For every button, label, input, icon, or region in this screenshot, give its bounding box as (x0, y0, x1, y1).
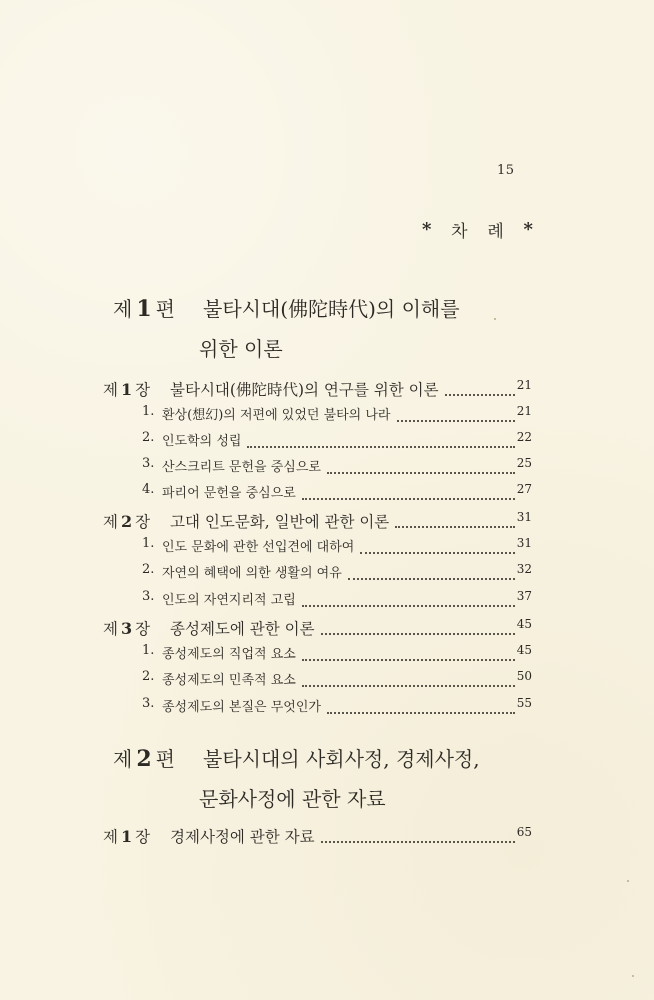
section-number: 1. (142, 643, 155, 658)
page-ref: 25 (516, 456, 532, 470)
part-heading-1 (113, 294, 460, 364)
section-title: 산스크리트 문헌을 중심으로 (162, 460, 321, 475)
chapter-number: 2 (120, 512, 133, 531)
page-ref: 32 (516, 562, 532, 576)
toc-heading-char-1: 차 (451, 222, 469, 242)
dot-leader (445, 393, 515, 396)
chapter-label: 제 2 장 (103, 512, 151, 531)
section-number: 3. (142, 589, 155, 604)
part-title-line-1: 불타시대의 사회사정, 경제사정, (203, 747, 480, 771)
dot-leader (395, 525, 514, 528)
dot-leader (360, 551, 514, 554)
dot-leader (321, 632, 515, 635)
page-ref: 21 (516, 404, 532, 418)
page-ref: 45 (516, 617, 532, 631)
section-number: 1. (142, 536, 155, 551)
section-title: 종성제도의 직업적 요소 (162, 647, 296, 662)
page-ref: 31 (516, 536, 532, 550)
chapter-title: 종성제도에 관한 이론 (170, 620, 315, 638)
chapter-label: 제 3 장 (103, 619, 151, 638)
chapter-number: 3 (120, 619, 133, 638)
toc-chapter-entry (0, 825, 654, 851)
page-ref: 50 (516, 669, 532, 683)
dot-leader (247, 445, 514, 448)
section-title: 인도의 자연지리적 고립 (162, 593, 296, 608)
section-number: 1. (142, 404, 155, 419)
chapter-number: 1 (120, 827, 133, 846)
dot-leader (302, 604, 515, 607)
chapter-title: 불타시대(佛陀時代)의 연구를 위한 이론 (170, 381, 439, 399)
section-title: 인도학의 성립 (162, 434, 242, 449)
chapter-label: 제 1 장 (103, 827, 151, 846)
toc-section-entry (0, 562, 654, 588)
section-number: 2. (142, 430, 155, 445)
part-title-line-2: 문화사정에 관한 자료 (199, 787, 386, 811)
toc-heading-char-2: 례 (487, 222, 505, 242)
dot-leader (302, 658, 515, 661)
page-ref: 27 (516, 482, 532, 496)
toc-chapter-entry (0, 510, 654, 536)
chapter-title: 고대 인도문화, 일반에 관한 이론 (170, 513, 390, 531)
paper-speck (494, 318, 496, 320)
part-label: 제 2 편 (113, 746, 175, 772)
page-number: 15 (497, 163, 515, 178)
dot-leader (302, 684, 515, 687)
part-number: 2 (136, 746, 152, 772)
toc-section-entry (0, 482, 654, 508)
part-label: 제 1 편 (113, 296, 175, 322)
paper-speck (632, 975, 634, 977)
dot-leader (302, 497, 515, 500)
toc-heading (422, 217, 534, 242)
dot-leader (348, 577, 515, 580)
toc-section-entry (0, 589, 654, 615)
page-ref: 22 (516, 430, 532, 444)
toc-section-entry (0, 456, 654, 482)
page-ref: 37 (516, 589, 532, 603)
toc-section-entry (0, 536, 654, 562)
asterisk-right: * (523, 219, 534, 240)
toc-chapter-entry (0, 378, 654, 404)
section-number: 2. (142, 669, 155, 684)
page-ref: 21 (516, 378, 532, 392)
toc-section-entry (0, 696, 654, 722)
section-title: 환상(想幻)의 저편에 있었던 불타의 나라 (162, 408, 391, 423)
toc-section-entry (0, 430, 654, 456)
toc-section-entry (0, 669, 654, 695)
page-ref: 45 (516, 643, 532, 657)
chapter-label: 제 1 장 (103, 380, 151, 399)
section-title: 종성제도의 본질은 무엇인가 (162, 700, 321, 715)
dot-leader (327, 471, 515, 474)
dot-leader (321, 840, 515, 843)
section-number: 4. (142, 482, 155, 497)
chapter-number: 1 (120, 380, 133, 399)
section-number: 3. (142, 696, 155, 711)
section-title: 파리어 문헌을 중심으로 (162, 486, 296, 501)
part-title-line-2: 위한 이론 (199, 337, 283, 361)
chapter-title: 경제사정에 관한 자료 (170, 828, 315, 846)
dot-leader (397, 419, 515, 422)
section-number: 2. (142, 562, 155, 577)
section-title: 인도 문화에 관한 선입견에 대하여 (162, 540, 355, 555)
toc-section-entry (0, 404, 654, 430)
paper-speck (627, 880, 629, 882)
section-title: 종성제도의 민족적 요소 (162, 673, 296, 688)
section-number: 3. (142, 456, 155, 471)
dot-leader (327, 711, 515, 714)
toc-section-entry (0, 643, 654, 669)
page-ref: 55 (516, 696, 532, 710)
part-title-line-1: 불타시대(佛陀時代)의 이해를 (203, 297, 460, 321)
page-ref: 31 (516, 510, 532, 524)
part-heading-2 (113, 744, 480, 814)
asterisk-left: * (422, 219, 433, 240)
section-title: 자연의 혜택에 의한 생활의 여유 (162, 566, 342, 581)
toc-chapter-entry (0, 617, 654, 643)
part-number: 1 (136, 296, 152, 322)
page-ref: 65 (516, 825, 532, 839)
